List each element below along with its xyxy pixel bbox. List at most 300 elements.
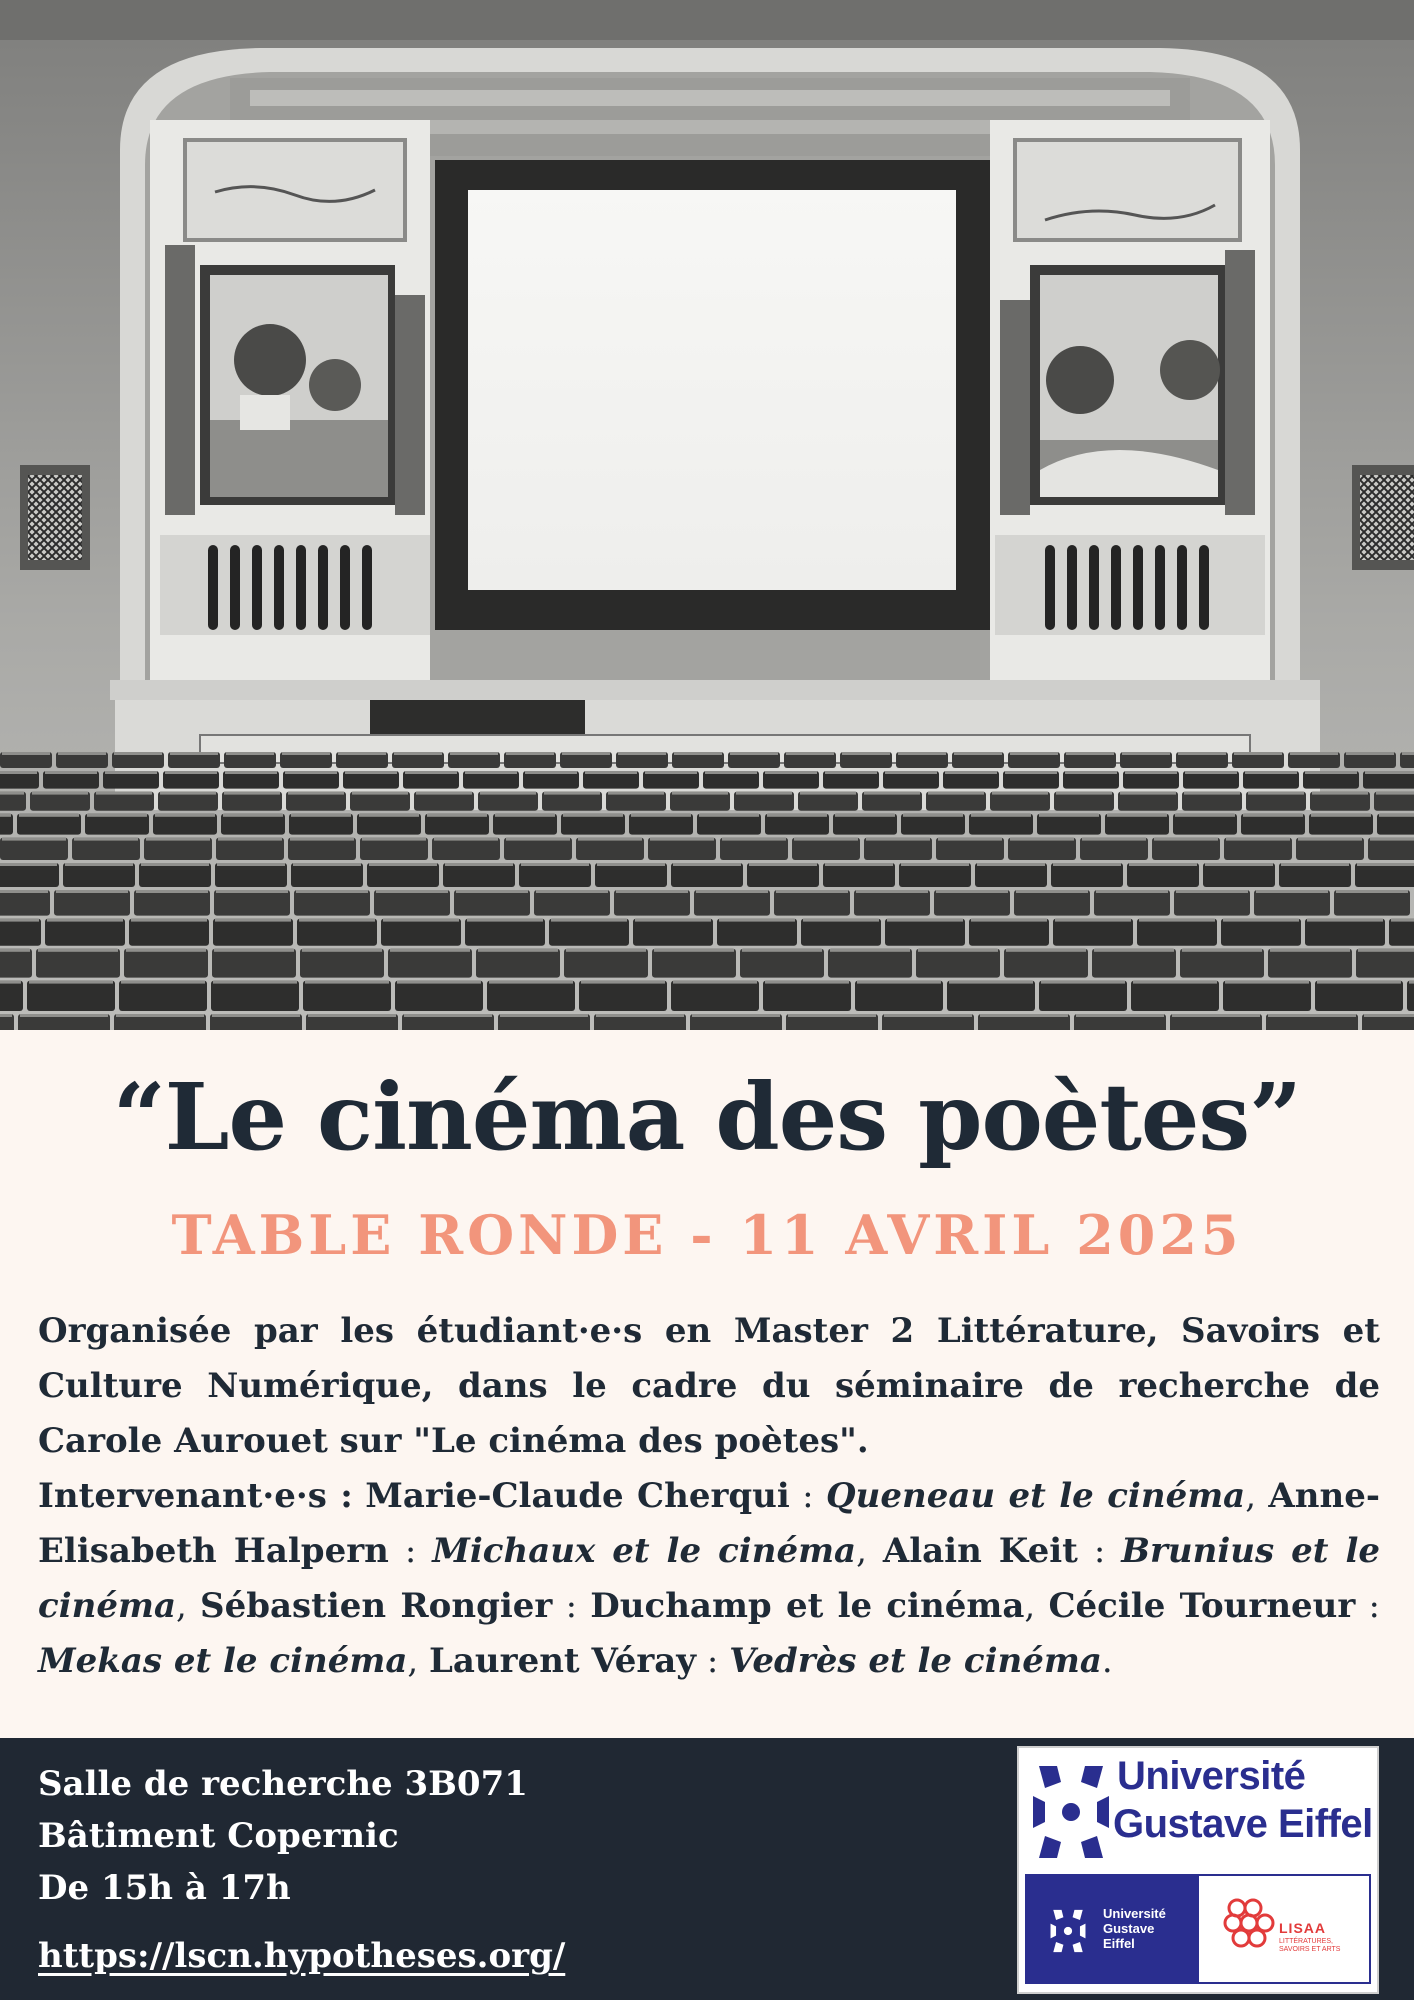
- seat: [934, 890, 1010, 916]
- seat-highlight: [835, 814, 895, 817]
- seat-highlight: [362, 838, 426, 841]
- seat-highlight: [1370, 838, 1414, 841]
- seat: [432, 838, 500, 860]
- seat-highlight: [856, 890, 928, 893]
- seat-highlight: [898, 752, 946, 755]
- seat-highlight: [212, 1014, 300, 1017]
- uge-small-logo: [1027, 1876, 1199, 1982]
- seat: [214, 890, 290, 916]
- organised-by-text: Organisée par les étudiant·e·s en Master 2 Littérature, Savoirs et Culture Numérique, dans le cadre du séminaire de recherche de Carole Aurouet sur "Le cinéma des poètes".: [38, 1311, 1380, 1461]
- seat-highlight: [2, 838, 66, 841]
- seat: [854, 890, 930, 916]
- seat: [212, 949, 296, 978]
- seat: [215, 863, 287, 887]
- seat: [720, 838, 788, 860]
- seat: [0, 949, 32, 978]
- seat-highlight: [170, 752, 218, 755]
- seat-highlight: [434, 838, 498, 841]
- seat-highlight: [654, 949, 734, 952]
- seat-highlight: [830, 949, 910, 952]
- seat: [0, 981, 23, 1011]
- seat-highlight: [506, 838, 570, 841]
- seat: [1127, 863, 1199, 887]
- seat-highlight: [788, 1014, 876, 1017]
- seat-highlight: [842, 752, 890, 755]
- seat-highlight: [29, 981, 113, 984]
- seat-highlight: [121, 981, 205, 984]
- seat: [17, 814, 81, 835]
- speaker-topic: Vedrès et le cinéma: [729, 1641, 1102, 1681]
- seat: [454, 890, 530, 916]
- seat-highlight: [938, 838, 1002, 841]
- seat: [1105, 814, 1169, 835]
- seat-highlight: [1358, 949, 1414, 952]
- seat-highlight: [650, 838, 714, 841]
- seat-highlight: [308, 1014, 396, 1017]
- seat-highlight: [585, 771, 637, 774]
- seat: [1224, 838, 1292, 860]
- seat-highlight: [1270, 949, 1350, 952]
- seat: [671, 981, 759, 1011]
- seat: [1092, 949, 1176, 978]
- seat-highlight: [765, 771, 817, 774]
- seat-highlight: [901, 863, 969, 866]
- seat-highlight: [0, 919, 39, 922]
- seat-highlight: [215, 919, 291, 922]
- seat: [129, 919, 209, 946]
- seat-highlight: [1245, 771, 1297, 774]
- seat-highlight: [114, 752, 162, 755]
- seat: [595, 863, 667, 887]
- seat-highlight: [0, 771, 37, 774]
- seat-highlight: [1223, 919, 1299, 922]
- seat: [774, 890, 850, 916]
- seat-highlight: [1006, 949, 1086, 952]
- seat: [291, 863, 363, 887]
- seat-highlight: [536, 890, 608, 893]
- seat: [947, 981, 1035, 1011]
- seat: [153, 814, 217, 835]
- seat: [63, 863, 135, 887]
- seat-highlight: [1122, 752, 1170, 755]
- seat: [652, 949, 736, 978]
- seat-highlight: [521, 863, 589, 866]
- seat-highlight: [597, 863, 665, 866]
- seat: [0, 919, 41, 946]
- seat-highlight: [359, 814, 419, 817]
- seat-highlight: [223, 814, 283, 817]
- seat-highlight: [416, 792, 472, 795]
- university-logo-icon: [1031, 1762, 1111, 1862]
- seat: [1334, 890, 1410, 916]
- seat: [576, 838, 644, 860]
- seat-highlight: [635, 919, 711, 922]
- room-text: Salle de recherche 3B071: [38, 1764, 528, 1804]
- seat-highlight: [936, 890, 1008, 893]
- speaker-topic: Brunius et le cinéma: [38, 1531, 1380, 1626]
- seat-highlight: [864, 792, 920, 795]
- seat-highlight: [1010, 752, 1058, 755]
- seat-highlight: [32, 792, 88, 795]
- seat: [1223, 981, 1311, 1011]
- seat-highlight: [74, 838, 138, 841]
- seat-highlight: [1066, 752, 1114, 755]
- seat-highlight: [1346, 752, 1394, 755]
- seat: [671, 863, 743, 887]
- seat: [1131, 981, 1219, 1011]
- seat-highlight: [146, 838, 210, 841]
- seat: [1008, 838, 1076, 860]
- seat: [487, 981, 575, 1011]
- seat-highlight: [1357, 863, 1414, 866]
- seat-highlight: [608, 792, 664, 795]
- speaker-name: Marie-Claude Cherqui: [365, 1476, 790, 1516]
- seat-highlight: [141, 863, 209, 866]
- seat-highlight: [0, 863, 57, 866]
- seat-highlight: [290, 838, 354, 841]
- seat-highlight: [1364, 1014, 1414, 1017]
- seat-highlight: [971, 919, 1047, 922]
- seat-highlight: [563, 814, 623, 817]
- seat-highlight: [954, 752, 1002, 755]
- seat-highlight: [96, 792, 152, 795]
- seat: [36, 949, 120, 978]
- seat-highlight: [1290, 752, 1338, 755]
- seat: [476, 949, 560, 978]
- seat-highlight: [480, 792, 536, 795]
- seat-highlight: [705, 771, 757, 774]
- seat-highlight: [445, 863, 513, 866]
- seat: [801, 919, 881, 946]
- seat-highlight: [282, 752, 330, 755]
- seat-highlight: [1365, 771, 1414, 774]
- seat: [144, 838, 212, 860]
- seat: [0, 863, 59, 887]
- seat: [288, 838, 356, 860]
- seat: [519, 863, 591, 887]
- seat: [1094, 890, 1170, 916]
- seat-highlight: [1409, 981, 1414, 984]
- seat-highlight: [65, 863, 133, 866]
- seat: [1080, 838, 1148, 860]
- seat: [1268, 949, 1352, 978]
- seat: [901, 814, 965, 835]
- seat-highlight: [800, 792, 856, 795]
- seat: [763, 981, 851, 1011]
- seat: [297, 919, 377, 946]
- seat-highlight: [692, 1014, 780, 1017]
- speaker-name: Sébastien Rongier: [200, 1586, 553, 1626]
- seat-highlight: [977, 863, 1045, 866]
- seat-highlight: [1172, 1014, 1260, 1017]
- seat: [916, 949, 1000, 978]
- seat: [823, 863, 895, 887]
- seat: [833, 814, 897, 835]
- seat-highlight: [1184, 792, 1240, 795]
- seat-highlight: [1248, 792, 1304, 795]
- seat-highlight: [945, 771, 997, 774]
- event-location-info: [38, 1758, 528, 1914]
- seat-highlight: [489, 981, 573, 984]
- seat-highlight: [293, 863, 361, 866]
- university-name-line1: Université: [1117, 1754, 1306, 1798]
- seat-highlight: [345, 771, 397, 774]
- seat-highlight: [903, 814, 963, 817]
- seat-highlight: [0, 814, 11, 817]
- seat-highlight: [645, 771, 697, 774]
- seat-highlight: [0, 981, 21, 984]
- seat-highlight: [825, 771, 877, 774]
- lisaa-logo-icon: [1223, 1896, 1277, 1950]
- lisaa-name: LISAA: [1279, 1920, 1326, 1936]
- seat-highlight: [1307, 919, 1383, 922]
- seat-highlight: [47, 919, 123, 922]
- seat-highlight: [596, 1014, 684, 1017]
- seat-highlight: [672, 792, 728, 795]
- seat: [969, 814, 1033, 835]
- seat-highlight: [1107, 814, 1167, 817]
- seat-highlight: [288, 792, 344, 795]
- seat-highlight: [749, 863, 817, 866]
- seat-highlight: [1065, 771, 1117, 774]
- seat-highlight: [478, 949, 558, 952]
- seat-highlight: [216, 890, 288, 893]
- seat-highlight: [1376, 792, 1414, 795]
- seat-highlight: [1082, 838, 1146, 841]
- seat-highlight: [616, 890, 688, 893]
- seat: [54, 890, 130, 916]
- seat-highlight: [390, 949, 470, 952]
- seat-highlight: [1256, 890, 1328, 893]
- seat-highlight: [551, 919, 627, 922]
- partner-logos: [1025, 1874, 1371, 1984]
- seat-highlight: [562, 752, 610, 755]
- seat-highlight: [1185, 771, 1237, 774]
- seat: [633, 919, 713, 946]
- seat-highlight: [214, 949, 294, 952]
- seat-highlight: [525, 771, 577, 774]
- speaker-topic: Queneau et le cinéma: [826, 1476, 1246, 1516]
- seat-highlight: [427, 814, 487, 817]
- seat: [694, 890, 770, 916]
- seat-highlight: [1182, 949, 1262, 952]
- seat: [0, 838, 68, 860]
- seat-highlight: [566, 949, 646, 952]
- speaker-name: Anne-Elisabeth Halpern: [38, 1476, 1380, 1571]
- university-logo-card: [1017, 1746, 1379, 1994]
- seat: [1174, 890, 1250, 916]
- seat: [45, 919, 125, 946]
- seat: [357, 814, 421, 835]
- seat: [936, 838, 1004, 860]
- seat-highlight: [794, 838, 858, 841]
- seat-highlight: [1268, 1014, 1356, 1017]
- seat: [899, 863, 971, 887]
- seat: [493, 814, 557, 835]
- seat: [465, 919, 545, 946]
- seat: [213, 919, 293, 946]
- uge-small-logo-text: [1103, 1906, 1166, 1951]
- speaker-topic: Duchamp et le cinéma: [590, 1586, 1025, 1626]
- seat-highlight: [369, 863, 437, 866]
- seat-highlight: [696, 890, 768, 893]
- seat: [1039, 981, 1127, 1011]
- seat-highlight: [2, 752, 50, 755]
- seat: [534, 890, 610, 916]
- seat-highlight: [131, 919, 207, 922]
- seat-highlight: [928, 792, 984, 795]
- seat-highlight: [673, 981, 757, 984]
- seat: [1254, 890, 1330, 916]
- seat: [561, 814, 625, 835]
- seat-highlight: [1281, 863, 1349, 866]
- seat-highlight: [884, 1014, 972, 1017]
- seat-highlight: [742, 949, 822, 952]
- seat: [367, 863, 439, 887]
- seat-highlight: [0, 890, 48, 893]
- seat-highlight: [1178, 752, 1226, 755]
- seat-highlight: [1298, 838, 1362, 841]
- seat-highlight: [1053, 863, 1121, 866]
- speaker-topic: Mekas et le cinéma: [38, 1641, 408, 1681]
- seat-highlight: [404, 1014, 492, 1017]
- uge-small-line3: Eiffel: [1103, 1936, 1135, 1951]
- seat-highlight: [1056, 792, 1112, 795]
- seat: [289, 814, 353, 835]
- seat-highlight: [56, 890, 128, 893]
- seat: [864, 838, 932, 860]
- seat: [211, 981, 299, 1011]
- seat: [1053, 919, 1133, 946]
- seat: [1037, 814, 1101, 835]
- seat-highlight: [299, 919, 375, 922]
- seat-highlight: [1096, 890, 1168, 893]
- seat-highlight: [165, 771, 217, 774]
- seat-highlight: [1055, 919, 1131, 922]
- seat-highlight: [730, 752, 778, 755]
- seat: [303, 981, 391, 1011]
- uge-small-logo-icon: [1045, 1908, 1091, 1954]
- seat-highlight: [394, 752, 442, 755]
- seat: [1241, 814, 1305, 835]
- seat: [1279, 863, 1351, 887]
- seat: [139, 863, 211, 887]
- seat: [124, 949, 208, 978]
- seat-highlight: [767, 814, 827, 817]
- seat: [1051, 863, 1123, 887]
- seat: [648, 838, 716, 860]
- seat-highlight: [544, 792, 600, 795]
- seat-highlight: [467, 919, 543, 922]
- seat-highlight: [699, 814, 759, 817]
- seat-highlight: [285, 771, 337, 774]
- seat-highlight: [58, 752, 106, 755]
- seat-highlight: [1402, 752, 1414, 755]
- seat: [828, 949, 912, 978]
- seat: [792, 838, 860, 860]
- seat: [72, 838, 140, 860]
- seat-highlight: [0, 949, 30, 952]
- uge-small-line2: Gustave: [1103, 1921, 1155, 1936]
- seat: [1305, 919, 1385, 946]
- seat-highlight: [674, 752, 722, 755]
- seat-highlight: [949, 981, 1033, 984]
- seat-highlight: [1176, 890, 1248, 893]
- seat-highlight: [218, 838, 282, 841]
- seat-highlight: [618, 752, 666, 755]
- speaker-topic: Michaux et le cinéma: [432, 1531, 857, 1571]
- seat: [549, 919, 629, 946]
- seat-highlight: [786, 752, 834, 755]
- seat-highlight: [105, 771, 157, 774]
- seat: [0, 814, 13, 835]
- seat-highlight: [1336, 890, 1408, 893]
- uge-small-line1: Université: [1103, 1906, 1166, 1921]
- page-title: “Le cinéma des poètes”: [112, 1063, 1302, 1171]
- seat-highlight: [1129, 863, 1197, 866]
- seat-highlight: [1139, 919, 1215, 922]
- seat-highlight: [116, 1014, 204, 1017]
- seat: [969, 919, 1049, 946]
- seat-highlight: [1016, 890, 1088, 893]
- seat-highlight: [1010, 838, 1074, 841]
- seat: [1355, 863, 1414, 887]
- seat: [1203, 863, 1275, 887]
- seat: [1296, 838, 1364, 860]
- seat: [0, 890, 50, 916]
- seat-highlight: [581, 981, 665, 984]
- seat-highlight: [19, 814, 79, 817]
- seat-highlight: [578, 838, 642, 841]
- speakers-paragraph: Intervenant·e·s : Marie-Claude Cherqui : Queneau et le cinéma, Anne-Elisabeth Halpern : Michaux et le cinéma, Alain Keit : Brunius et le cinéma, Sébastien Rongier : Duchamp et le cinéma, Cécile Tourneur : Mekas et le cinéma, Laurent Véray : Vedrès et le cinéma.: [38, 1476, 1381, 1681]
- seat: [221, 814, 285, 835]
- seat: [1180, 949, 1264, 978]
- seat-highlight: [338, 752, 386, 755]
- seat-highlight: [1391, 919, 1414, 922]
- seat: [216, 838, 284, 860]
- event-subtitle: TABLE RONDE - 11 AVRIL 2025: [171, 1203, 1243, 1267]
- seat: [765, 814, 829, 835]
- seat-highlight: [885, 771, 937, 774]
- seat-highlight: [160, 792, 216, 795]
- seat-highlight: [1076, 1014, 1164, 1017]
- seat-highlight: [1305, 771, 1357, 774]
- seat: [504, 838, 572, 860]
- university-name: [1113, 1752, 1373, 1848]
- seat: [1389, 919, 1414, 946]
- seat-highlight: [1226, 838, 1290, 841]
- building-text: Bâtiment Copernic: [38, 1816, 399, 1856]
- seat: [579, 981, 667, 1011]
- seat-highlight: [1175, 814, 1235, 817]
- seat: [740, 949, 824, 978]
- seat-highlight: [1317, 981, 1401, 984]
- seat-highlight: [500, 1014, 588, 1017]
- seat-highlight: [1094, 949, 1174, 952]
- seat-highlight: [1120, 792, 1176, 795]
- seat: [747, 863, 819, 887]
- seat-highlight: [224, 792, 280, 795]
- speaker-name: Cécile Tourneur: [1048, 1586, 1356, 1626]
- seat-highlight: [291, 814, 351, 817]
- seat: [360, 838, 428, 860]
- seat-highlight: [38, 949, 118, 952]
- seat: [381, 919, 461, 946]
- speakers-intro: Intervenant·e·s :: [38, 1476, 353, 1516]
- university-name-line2: Gustave Eiffel: [1113, 1802, 1373, 1846]
- website-link[interactable]: https://lscn.hypotheses.org/: [38, 1936, 566, 1976]
- seat-highlight: [1039, 814, 1099, 817]
